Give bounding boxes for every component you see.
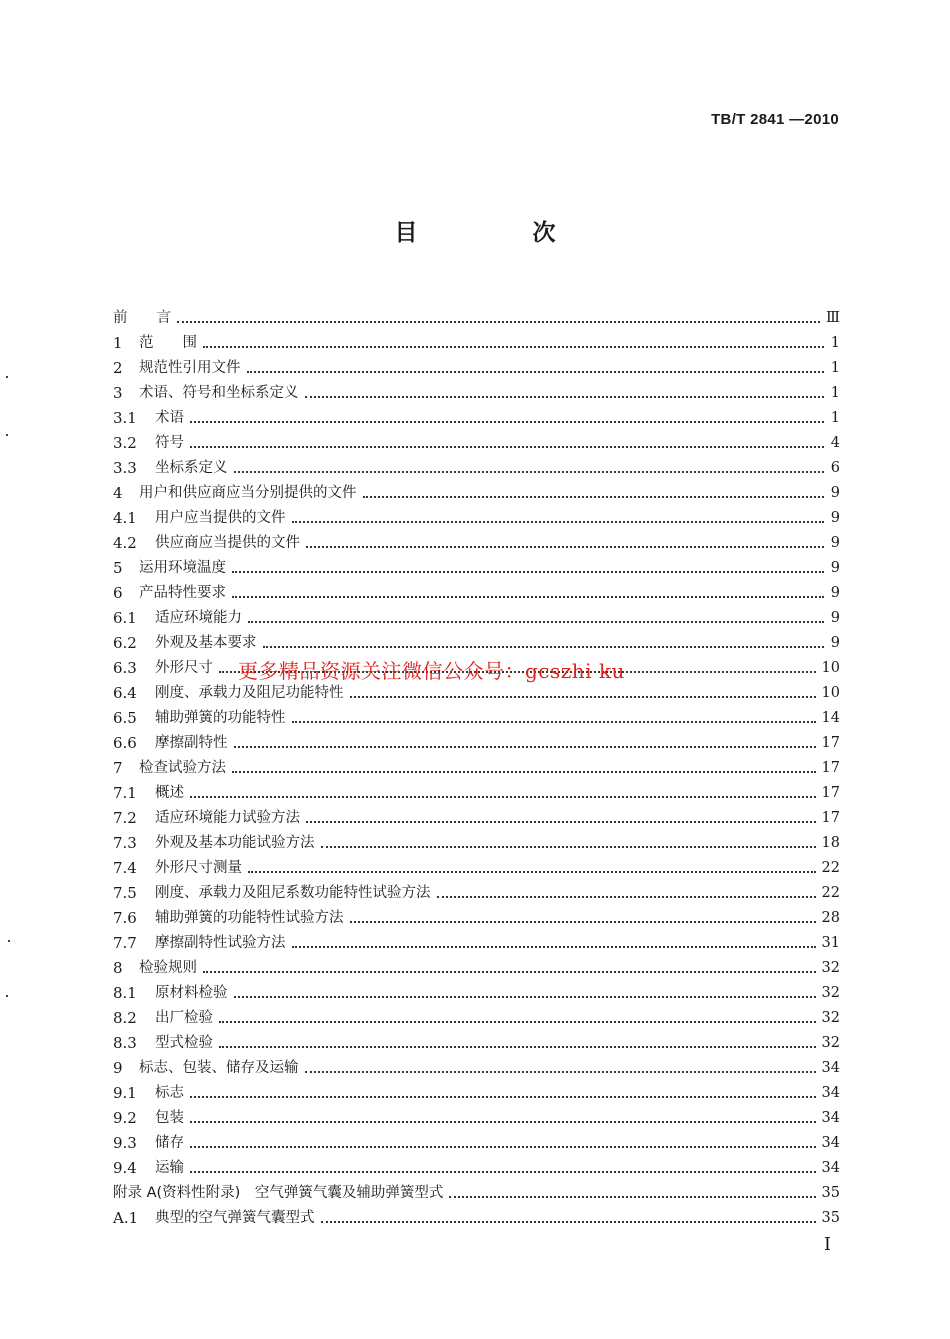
toc-dot-leader	[234, 745, 816, 748]
toc-entry[interactable]	[113, 681, 840, 706]
toc-entry[interactable]	[113, 1156, 840, 1181]
toc-dot-leader	[292, 720, 816, 723]
toc-dot-leader	[248, 620, 824, 623]
toc-entry-label: 规范性引用文件	[139, 360, 241, 376]
toc-entry-number: 7.3	[113, 834, 137, 852]
toc-entry-page: 32	[821, 960, 840, 976]
toc-entry-label: 检验规则	[139, 960, 197, 976]
toc-entry-label: 适应环境能力	[155, 610, 242, 626]
toc-dot-leader	[321, 845, 816, 848]
toc-dot-leader	[234, 470, 825, 473]
toc-dot-leader	[190, 445, 824, 448]
toc-entry-number: 2	[113, 359, 123, 377]
toc-dot-leader	[203, 970, 816, 973]
toc-entry-label: 产品特性要求	[139, 585, 226, 601]
toc-dot-leader	[219, 1020, 816, 1023]
toc-entry-number: 7.4	[113, 859, 137, 877]
toc-entry-page: 35	[821, 1185, 840, 1201]
toc-dot-leader	[305, 1070, 816, 1073]
toc-dot-leader	[263, 645, 825, 648]
toc-entry-label: 外形尺寸测量	[155, 860, 242, 876]
toc-entry-label: 原材料检验	[155, 985, 228, 1001]
toc-entry[interactable]	[113, 1106, 840, 1131]
toc-entry[interactable]	[113, 481, 840, 506]
toc-entry-number: 4.1	[113, 509, 137, 527]
toc-entry[interactable]	[113, 856, 840, 881]
toc-entry-number: 6.5	[113, 709, 137, 727]
toc-entry-page: 4	[830, 435, 840, 451]
toc-entry[interactable]	[113, 756, 840, 781]
toc-entry-page: 32	[821, 985, 840, 1001]
toc-entry[interactable]	[113, 806, 840, 831]
toc-entry-number: 7	[113, 759, 123, 777]
toc-entry-number: 8.1	[113, 984, 137, 1002]
toc-entry-number: 6.2	[113, 634, 137, 652]
toc-dot-leader	[190, 795, 816, 798]
toc-entry-label: 标志	[155, 1085, 184, 1101]
toc-entry[interactable]	[113, 1006, 840, 1031]
toc-entry-number: 9.4	[113, 1159, 137, 1177]
toc-entry-label: 供应商应当提供的文件	[155, 535, 300, 551]
toc-dot-leader	[292, 520, 825, 523]
toc-entry-label: 前 言	[113, 310, 171, 326]
toc-dot-leader	[190, 1120, 816, 1123]
toc-entry-label: 术语	[155, 410, 184, 426]
toc-dot-leader	[190, 1170, 816, 1173]
toc-entry-number: 7.7	[113, 934, 137, 952]
toc-entry-label: 辅助弹簧的功能特性	[155, 710, 286, 726]
toc-entry[interactable]	[113, 506, 840, 531]
toc-entry-label: 型式检验	[155, 1035, 213, 1051]
toc-dot-leader	[248, 870, 816, 873]
toc-entry[interactable]	[113, 556, 840, 581]
toc-entry-label: 适应环境能力试验方法	[155, 810, 300, 826]
scan-speck	[6, 995, 8, 997]
toc-dot-leader	[232, 570, 824, 573]
toc-entry[interactable]	[113, 731, 840, 756]
toc-entry-page: 34	[821, 1135, 840, 1151]
toc-entry-page: 34	[821, 1060, 840, 1076]
toc-entry-label: 范 围	[139, 335, 197, 351]
scan-speck	[6, 376, 8, 378]
toc-entry-label: 用户应当提供的文件	[155, 510, 286, 526]
toc-entry-number: 7.6	[113, 909, 137, 927]
toc-entry[interactable]	[113, 1056, 840, 1081]
toc-entry-label: 运输	[155, 1160, 184, 1176]
toc-entry-label: 典型的空气弹簧气囊型式	[155, 1210, 315, 1226]
toc-entry-page: 34	[821, 1110, 840, 1126]
toc-entry-number: 6.4	[113, 684, 137, 702]
toc-entry-page: 32	[821, 1010, 840, 1026]
toc-entry[interactable]	[113, 356, 840, 381]
toc-dot-leader	[190, 1145, 816, 1148]
toc-entry[interactable]	[113, 631, 840, 656]
toc-entry-label: 刚度、承载力及阻尼功能特性	[155, 685, 344, 701]
toc-entry-number: 5	[113, 559, 123, 577]
toc-entry-number: 8.2	[113, 1009, 137, 1027]
toc-entry-number: A.1	[113, 1209, 139, 1227]
toc-entry-number: 9	[113, 1059, 123, 1077]
toc-dot-leader	[363, 495, 825, 498]
toc-entry-number: 1	[113, 334, 123, 352]
toc-entry-number: 3.2	[113, 434, 137, 452]
toc-dot-leader	[350, 920, 816, 923]
toc-entry[interactable]	[113, 531, 840, 556]
toc-entry-page: 9	[830, 510, 840, 526]
toc-dot-leader	[190, 1095, 816, 1098]
toc-entry-number: 6.3	[113, 659, 137, 677]
toc-entry[interactable]	[113, 381, 840, 406]
toc-entry-page: 17	[821, 735, 840, 751]
toc-entry-number: 3	[113, 384, 123, 402]
toc-entry[interactable]	[113, 1131, 840, 1156]
page-number: I	[823, 1234, 831, 1255]
toc-entry[interactable]	[113, 956, 840, 981]
toc-entry-page: 9	[830, 610, 840, 626]
toc-entry-page: Ⅲ	[826, 310, 840, 326]
toc-entry-number: 7.5	[113, 884, 137, 902]
toc-dot-leader	[305, 395, 825, 398]
scan-speck	[6, 434, 8, 436]
toc-entry[interactable]	[113, 1031, 840, 1056]
toc-entry-label: 术语、符号和坐标系定义	[139, 385, 299, 401]
toc-entry[interactable]	[113, 581, 840, 606]
toc-dot-leader	[350, 695, 816, 698]
toc-entry-page: 17	[821, 760, 840, 776]
toc-entry-page: 28	[821, 910, 840, 926]
toc-dot-leader	[247, 370, 825, 373]
toc-entry[interactable]	[113, 781, 840, 806]
toc-entry-page: 18	[821, 835, 840, 851]
toc-dot-leader	[306, 545, 824, 548]
toc-dot-leader	[234, 995, 816, 998]
toc-entry-page: 9	[830, 635, 840, 651]
toc-entry-number: 6	[113, 584, 123, 602]
toc-entry-number: 9.2	[113, 1109, 137, 1127]
toc-entry-page: 17	[821, 810, 840, 826]
toc-entry-number: 3.3	[113, 459, 137, 477]
toc-entry-label: 刚度、承载力及阻尼系数功能特性试验方法	[155, 885, 431, 901]
toc-entry-page: 1	[830, 360, 840, 376]
standard-code: TB/T 2841 —2010	[711, 111, 839, 128]
toc-entry-number: 3.1	[113, 409, 137, 427]
toc-entry-page: 10	[821, 660, 840, 676]
toc-entry-label: 出厂检验	[155, 1010, 213, 1026]
toc-entry[interactable]	[113, 1181, 840, 1206]
toc-entry[interactable]	[113, 981, 840, 1006]
toc-dot-leader	[306, 820, 816, 823]
toc-entry[interactable]	[113, 706, 840, 731]
toc-dot-leader	[203, 345, 824, 348]
toc-entry[interactable]	[113, 606, 840, 631]
toc-entry-label: 包装	[155, 1110, 184, 1126]
toc-entry-page: 32	[821, 1035, 840, 1051]
toc-entry-page: 14	[821, 710, 840, 726]
toc-entry-label: 摩擦副特性	[155, 735, 228, 751]
toc-dot-leader	[232, 770, 816, 773]
toc-entry-page: 10	[821, 685, 840, 701]
toc-entry-page: 1	[830, 410, 840, 426]
toc-entry-number: 8.3	[113, 1034, 137, 1052]
toc-dot-leader	[219, 1045, 816, 1048]
toc-entry[interactable]	[113, 906, 840, 931]
toc-entry-label: 检查试验方法	[139, 760, 226, 776]
toc-entry[interactable]	[113, 1206, 840, 1231]
toc-entry-number: 4.2	[113, 534, 137, 552]
toc-entry[interactable]	[113, 931, 840, 956]
toc-entry-number: 8	[113, 959, 123, 977]
toc-entry-label: 用户和供应商应当分别提供的文件	[139, 485, 357, 501]
toc-dot-leader	[449, 1195, 815, 1198]
toc-entry-number: 9.3	[113, 1134, 137, 1152]
toc-entry-page: 9	[830, 485, 840, 501]
table-of-contents	[113, 306, 840, 1231]
toc-entry-label: 储存	[155, 1135, 184, 1151]
toc-dot-leader	[177, 320, 820, 323]
toc-entry-page: 31	[821, 935, 840, 951]
toc-entry-label: 运用环境温度	[139, 560, 226, 576]
toc-entry-number: 9.1	[113, 1084, 137, 1102]
toc-entry[interactable]	[113, 306, 840, 331]
toc-entry-number: 4	[113, 484, 123, 502]
toc-entry-page: 6	[830, 460, 840, 476]
toc-entry[interactable]	[113, 331, 840, 356]
toc-entry-page: 35	[821, 1210, 840, 1226]
watermark-text: 更多精品资源关注微信公众号：gcszhi ku	[238, 659, 625, 683]
toc-entry-number: 6.6	[113, 734, 137, 752]
toc-entry-number: 7.2	[113, 809, 137, 827]
toc-entry-label: 外观及基本要求	[155, 635, 257, 651]
toc-entry[interactable]	[113, 831, 840, 856]
toc-entry[interactable]	[113, 456, 840, 481]
scan-speck	[8, 940, 10, 942]
toc-dot-leader	[190, 420, 824, 423]
toc-entry-label: 辅助弹簧的功能特性试验方法	[155, 910, 344, 926]
toc-entry-number: 7.1	[113, 784, 137, 802]
toc-entry[interactable]	[113, 431, 840, 456]
toc-entry-label: 外形尺寸	[155, 660, 213, 676]
toc-dot-leader	[292, 945, 816, 948]
toc-entry-page: 1	[830, 385, 840, 401]
toc-entry-page: 34	[821, 1160, 840, 1176]
toc-entry[interactable]	[113, 406, 840, 431]
toc-entry-page: 22	[821, 885, 840, 901]
toc-entry-page: 9	[830, 560, 840, 576]
toc-entry-page: 9	[830, 535, 840, 551]
toc-entry-label: 外观及基本功能试验方法	[155, 835, 315, 851]
toc-entry-label: 坐标系定义	[155, 460, 228, 476]
toc-entry[interactable]	[113, 1081, 840, 1106]
toc-dot-leader	[437, 895, 816, 898]
toc-entry-label: 概述	[155, 785, 184, 801]
toc-entry-page: 34	[821, 1085, 840, 1101]
toc-dot-leader	[321, 1220, 816, 1223]
page-title: 目 次	[394, 220, 602, 246]
toc-entry-label: 标志、包装、储存及运输	[139, 1060, 299, 1076]
toc-entry-label: 附录 A(资料性附录) 空气弹簧气囊及辅助弹簧型式	[113, 1185, 444, 1201]
toc-entry-page: 17	[821, 785, 840, 801]
toc-entry-label: 符号	[155, 435, 184, 451]
toc-entry-number: 6.1	[113, 609, 137, 627]
toc-entry-label: 摩擦副特性试验方法	[155, 935, 286, 951]
toc-entry-page: 1	[830, 335, 840, 351]
toc-entry-page: 22	[821, 860, 840, 876]
toc-dot-leader	[232, 595, 824, 598]
toc-entry-page: 9	[830, 585, 840, 601]
toc-entry[interactable]	[113, 881, 840, 906]
